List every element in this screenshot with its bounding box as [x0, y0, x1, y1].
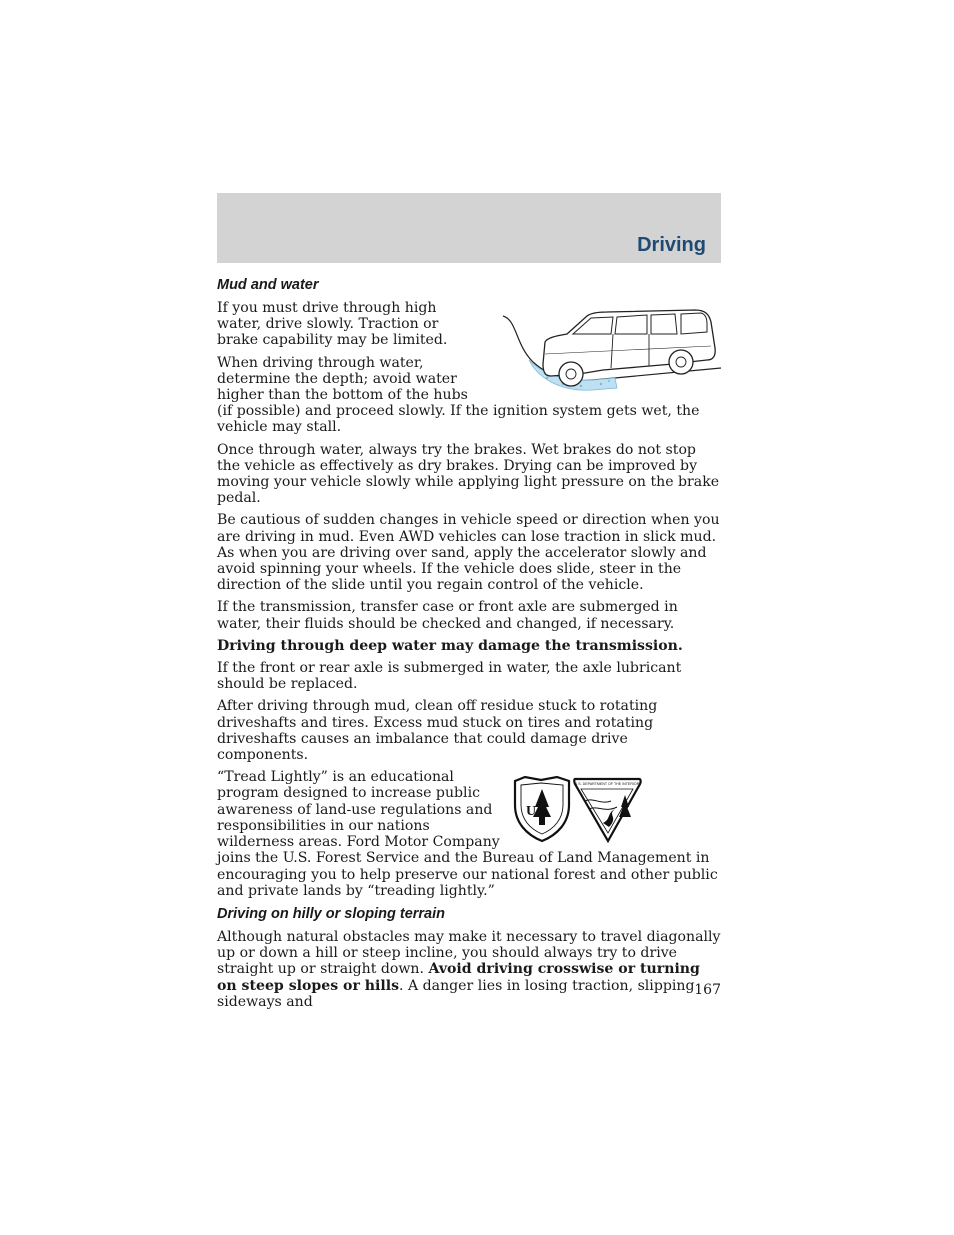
page-number: 167: [694, 982, 721, 998]
agency-logos: [511, 775, 671, 843]
section-title: Driving: [637, 234, 706, 256]
vehicle-in-water-illustration: [483, 304, 727, 396]
paragraph: If you must drive through high water, drive slowly. Traction or brake capability may be limited.: [217, 300, 448, 349]
section-header-band: [217, 193, 721, 263]
svg-text:U S: U S: [526, 804, 548, 820]
paragraph: If the transmission, transfer case or front axle are submerged in water, their fluids should be checked and changed, if necessary.: [217, 599, 678, 632]
paragraph: Be cautious of sudden changes in vehicle speed or direction when you are driving in mud. Even AWD vehicles can lose traction in slick mud. As when you are driving over sand, apply the accelerator slowly and avoid spinning your wheels. If the vehicle does slide, steer in the direction of the slide until you regain control of the vehicle.: [217, 512, 720, 594]
warning-text: Driving through deep water may damage the transmission.: [217, 637, 683, 654]
blm-triangle-logo: [574, 779, 640, 841]
heading-mud-and-water: Mud and water: [217, 277, 319, 293]
paragraph: If the front or rear axle is submerged in water, the axle lubricant should be replaced.: [217, 660, 682, 693]
paragraph: After driving through mud, clean off residue stuck to rotating driveshafts and tires. Excess mud stuck on tires and rotating driveshafts causes an imbalance that could damage drive components.: [217, 698, 658, 764]
paragraph: Once through water, always try the brakes. Wet brakes do not stop the vehicle as effectively as dry brakes. Drying can be improved by moving your vehicle slowly while applying light pressure on the brake pedal.: [217, 441, 720, 507]
paragraph: When driving through water, determine the depth; avoid water higher than the bottom of the hubs (if possible) and proceed slowly. If the ignition system gets wet, the vehicle may stall.: [217, 354, 700, 436]
forest-service-shield-logo: [515, 777, 569, 841]
paragraph-hilly: Although natural obstacles may make it necessary to travel diagonally up or down a hill or steep incline, you should always try to drive straight up or straight down. Avoid driving crosswise or turning on steep slopes or hills. A danger lies in losing traction, slipping sideways and: [217, 928, 721, 1010]
svg-text:U.S. DEPARTMENT OF THE INTERIO: U.S. DEPARTMENT OF THE INTERIOR: [574, 782, 640, 787]
heading-hilly-terrain: Driving on hilly or sloping terrain: [217, 905, 445, 922]
page-content: [217, 276, 721, 1016]
paragraph-tread-lightly: “Tread Lightly” is an educational program designed to increase public awareness of land-use regulations and responsibilities in our nations wilderness areas. Ford Motor Company joins the U.S. Forest Service and the Bureau of Land Management in encouraging you to help preserve our national forest and other public and private lands by “treading lightly.”: [217, 769, 718, 899]
